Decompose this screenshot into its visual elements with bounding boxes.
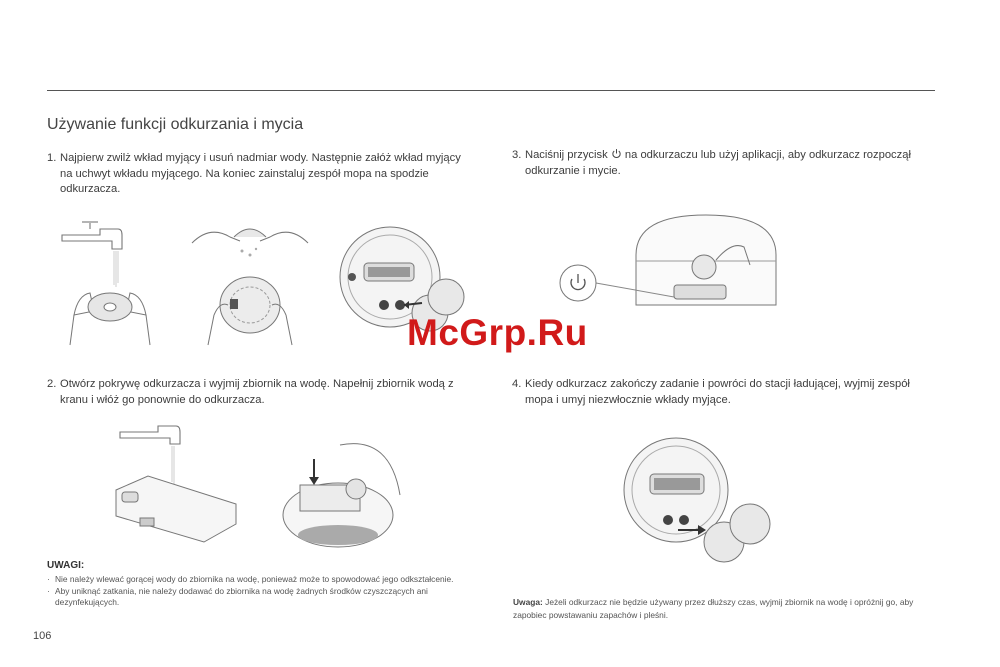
warning-text: Jeżeli odkurzacz nie będzie używany przez dłuższy czas, wyjmij zbiornik na wodę i opróżnij go, aby zapobiec powstawaniu zapachów i pleśni. (513, 597, 914, 620)
illustration-start-cleaning (556, 205, 786, 320)
step-1 (47, 151, 467, 198)
step-3-number: 3. (512, 149, 522, 161)
step-2-number: 2. (47, 378, 57, 390)
warning-note (513, 596, 943, 621)
water-tank-icon (116, 476, 236, 542)
watermark: McGrp.Ru (407, 312, 588, 353)
faucet-icon (62, 222, 122, 249)
illustration-fill-tank (108, 420, 238, 550)
robot-vacuum-icon (283, 444, 400, 547)
illustration-remove-mop (618, 430, 778, 570)
section-title: Używanie funkcji odkurzania i mycia (47, 116, 304, 133)
mop-pad-icon (220, 277, 280, 333)
power-icon (560, 265, 596, 301)
step-3-text-before: Naciśnij przycisk (525, 149, 608, 161)
step-4-text: Kiedy odkurzacz zakończy zadanie i powróci do stacji ładującej, wyjmij zespół mopa i umyj niezwłocznie wkłady myjące. (525, 378, 910, 406)
step-3-text-after: na odkurzaczu lub użyj aplikacji, aby odkurzacz rozpoczął odkurzanie i mycie. (525, 149, 911, 177)
illustration-wet-mop-pad (60, 215, 160, 350)
power-icon (611, 148, 622, 159)
header-rule (47, 90, 935, 91)
step-1-number: 1. (47, 152, 57, 164)
note-item: · Aby uniknąć zatkania, nie należy dodawać do zbiornika na wodę żadnych środków czyszczących ani dezynfekujących. (47, 586, 477, 609)
mop-pad-icon (88, 293, 132, 321)
warning-label: Uwaga: (513, 597, 543, 607)
step-3 (512, 148, 932, 179)
illustration-attach-mop-pad (190, 215, 310, 350)
notes-title: UWAGI: (47, 560, 85, 571)
robot-vacuum-icon (636, 215, 776, 305)
page-number: 106 (33, 630, 52, 642)
step-2-text: Otwórz pokrywę odkurzacza i wyjmij zbiornik na wodę. Napełnij zbiornik wodą z kranu i włóż go ponownie do odkurzacza. (60, 378, 454, 406)
step-4 (512, 377, 932, 408)
step-2 (47, 377, 467, 408)
step-1-text: Najpierw zwilż wkład myjący i usuń nadmiar wody. Następnie załóż wkład myjący na uchwyt wkładu myjącego. Na koniec zainstaluj zespół mopa na spodzie odkurzacza. (60, 152, 461, 195)
illustration-insert-tank (280, 425, 410, 555)
notes-list (47, 574, 477, 609)
faucet-icon (120, 426, 180, 444)
step-4-number: 4. (512, 378, 522, 390)
note-item: · Nie należy wlewać gorącej wody do zbiornika na wodę, ponieważ może to spowodować jego odkształcenie. (47, 574, 477, 586)
